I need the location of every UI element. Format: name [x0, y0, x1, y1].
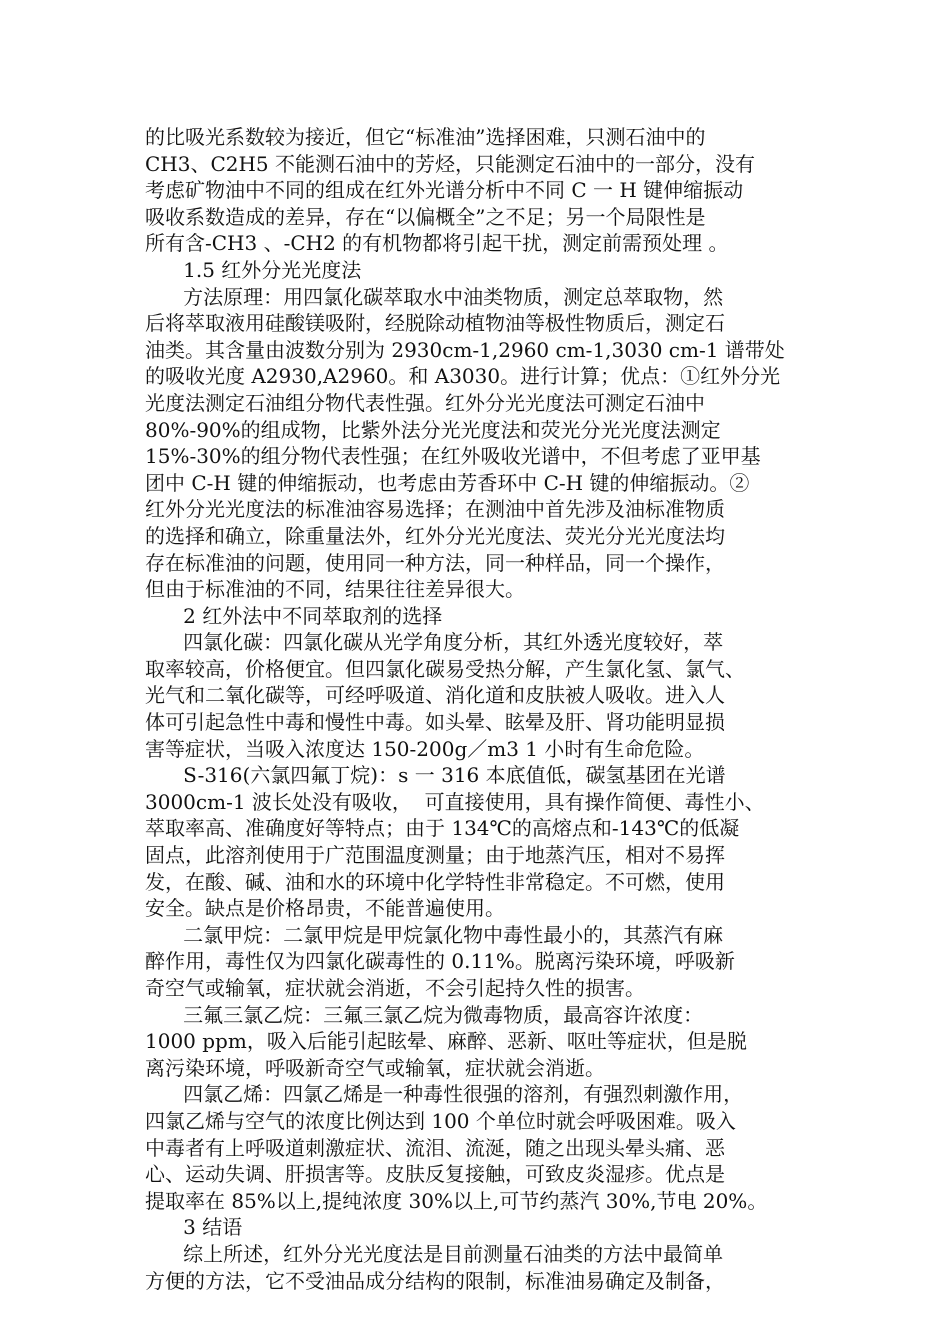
text-line: 光度法测定石油组分物代表性强。红外分光光度法可测定石油中 — [145, 390, 705, 415]
text-line: 发，在酸、碱、油和水的环境中化学特性非常稳定。不可燃，使用 — [145, 869, 725, 894]
text-line: S-316(六氯四氟丁烷)：s 一 316 本底值低，碳氢基团在光谱 — [145, 763, 726, 788]
text-line: 提取率在 85%以上,提纯浓度 30%以上,可节约蒸汽 30%,节电 20%。 — [145, 1188, 768, 1213]
text-line: 方便的方法，它不受油品成分结构的限制，标准油易确定及制备， — [145, 1268, 725, 1293]
text-line: 所有含-CH3 、-CH2 的有机物都将引起干扰，测定前需预处理 。 — [145, 231, 729, 256]
section-heading-2: 2 红外法中不同萃取剂的选择 — [145, 603, 443, 628]
text-line: 二氯甲烷：二氯甲烷是甲烷氯化物中毒性最小的，其蒸汽有麻 — [145, 922, 724, 947]
text-line: 红外分光光度法的标准油容易选择；在测油中首先涉及油标准物质 — [145, 497, 725, 522]
text-line: 考虑矿物油中不同的组成在红外光谱分析中不同 C 一 H 键伸缩振动 — [145, 178, 744, 203]
text-line: 15%-30%的组分物代表性强；在红外吸收光谱中，不但考虑了亚甲基 — [145, 444, 761, 469]
document-body — [145, 124, 805, 1294]
text-line: 中毒者有上呼吸道刺激症状、流泪、流涎，随之出现头晕头痛、恶 — [145, 1135, 725, 1160]
text-line: 方法原理：用四氯化碳萃取水中油类物质，测定总萃取物，然 — [145, 284, 724, 309]
text-line: 的吸收光度 A2930,A2960。和 A3030。进行计算；优点：①红外分光 — [145, 364, 781, 389]
text-line: 醉作用，毒性仅为四氯化碳毒性的 0.11%。脱离污染环境，呼吸新 — [145, 949, 735, 974]
text-line: 害等症状，当吸入浓度达 150-200g／m3 1 小时有生命危险。 — [145, 736, 705, 761]
text-line: 油类。其含量由波数分别为 2930cm-1,2960 cm-1,3030 cm-1 谱带处 — [145, 337, 785, 362]
text-line: 光气和二氧化碳等，可经呼吸道、消化道和皮肤被人吸收。进入人 — [145, 683, 725, 708]
text-line: 萃取率高、准确度好等特点；由于 134℃的高熔点和-143℃的低凝 — [145, 816, 740, 841]
text-line: 固点，此溶剂使用于广范围温度测量；由于地蒸汽压，相对不易挥 — [145, 843, 725, 868]
section-heading-3: 3 结语 — [145, 1215, 243, 1240]
text-line: 1000 ppm，吸入后能引起眩晕、麻醉、恶新、呕吐等症状，但是脱 — [145, 1029, 747, 1054]
text-line: 3000cm-1 波长处没有吸收， 可直接使用，具有操作简便、毒性小、 — [145, 789, 765, 814]
text-line: 三氟三氯乙烷：三氟三氯乙烷为微毒物质，最高容许浓度： — [145, 1002, 704, 1027]
text-line: 吸收系数造成的差异，存在“以偏概全”之不足；另一个局限性是 — [145, 204, 706, 229]
text-line: 四氯乙烯：四氯乙烯是一种毒性很强的溶剂，有强烈刺激作用， — [145, 1082, 744, 1107]
text-line: 的选择和确立，除重量法外，红外分光光度法、荧光分光光度法均 — [145, 523, 725, 548]
text-line: 四氯化碳：四氯化碳从光学角度分析，其红外透光度较好，萃 — [145, 630, 724, 655]
text-line: CH3、C2H5 不能测石油中的芳烃，只能测定石油中的一部分，没有 — [145, 151, 756, 176]
text-line: 但由于标准油的不同，结果往往差异很大。 — [145, 577, 525, 602]
text-line: 取率较高，价格便宜。但四氯化碳易受热分解，产生氯化氢、氯气、 — [145, 656, 745, 681]
text-line: 安全。缺点是价格昂贵，不能普遍使用。 — [145, 896, 505, 921]
text-line: 80%-90%的组成物，比紫外法分光光度法和荧光分光光度法测定 — [145, 417, 721, 442]
text-line: 的比吸光系数较为接近，但它“标准油”选择困难，只测石油中的 — [145, 125, 706, 149]
text-line: 奇空气或输氧，症状就会消逝，不会引起持久性的损害。 — [145, 976, 645, 1000]
text-line: 心、运动失调、肝损害等。皮肤反复接触，可致皮炎湿疹。优点是 — [145, 1162, 725, 1187]
section-heading-1-5: 1.5 红外分光光度法 — [145, 257, 362, 282]
text-line: 后将萃取液用硅酸镁吸附，经脱除动植物油等极性物质后，测定石 — [145, 311, 725, 336]
text-line: 团中 C-H 键的伸缩振动，也考虑由芳香环中 C-H 键的伸缩振动。② — [145, 470, 750, 495]
text-line: 离污染环境，呼吸新奇空气或输氧，症状就会消逝。 — [145, 1055, 605, 1080]
text-line: 综上所述，红外分光光度法是目前测量石油类的方法中最简单 — [145, 1241, 724, 1266]
text-line: 存在标准油的问题，使用同一种方法，同一种样品，同一个操作， — [145, 550, 725, 575]
text-line: 四氯乙烯与空气的浓度比例达到 100 个单位时就会呼吸困难。吸入 — [145, 1108, 736, 1133]
text-line: 体可引起急性中毒和慢性中毒。如头晕、眩晕及肝、肾功能明显损 — [145, 710, 725, 735]
